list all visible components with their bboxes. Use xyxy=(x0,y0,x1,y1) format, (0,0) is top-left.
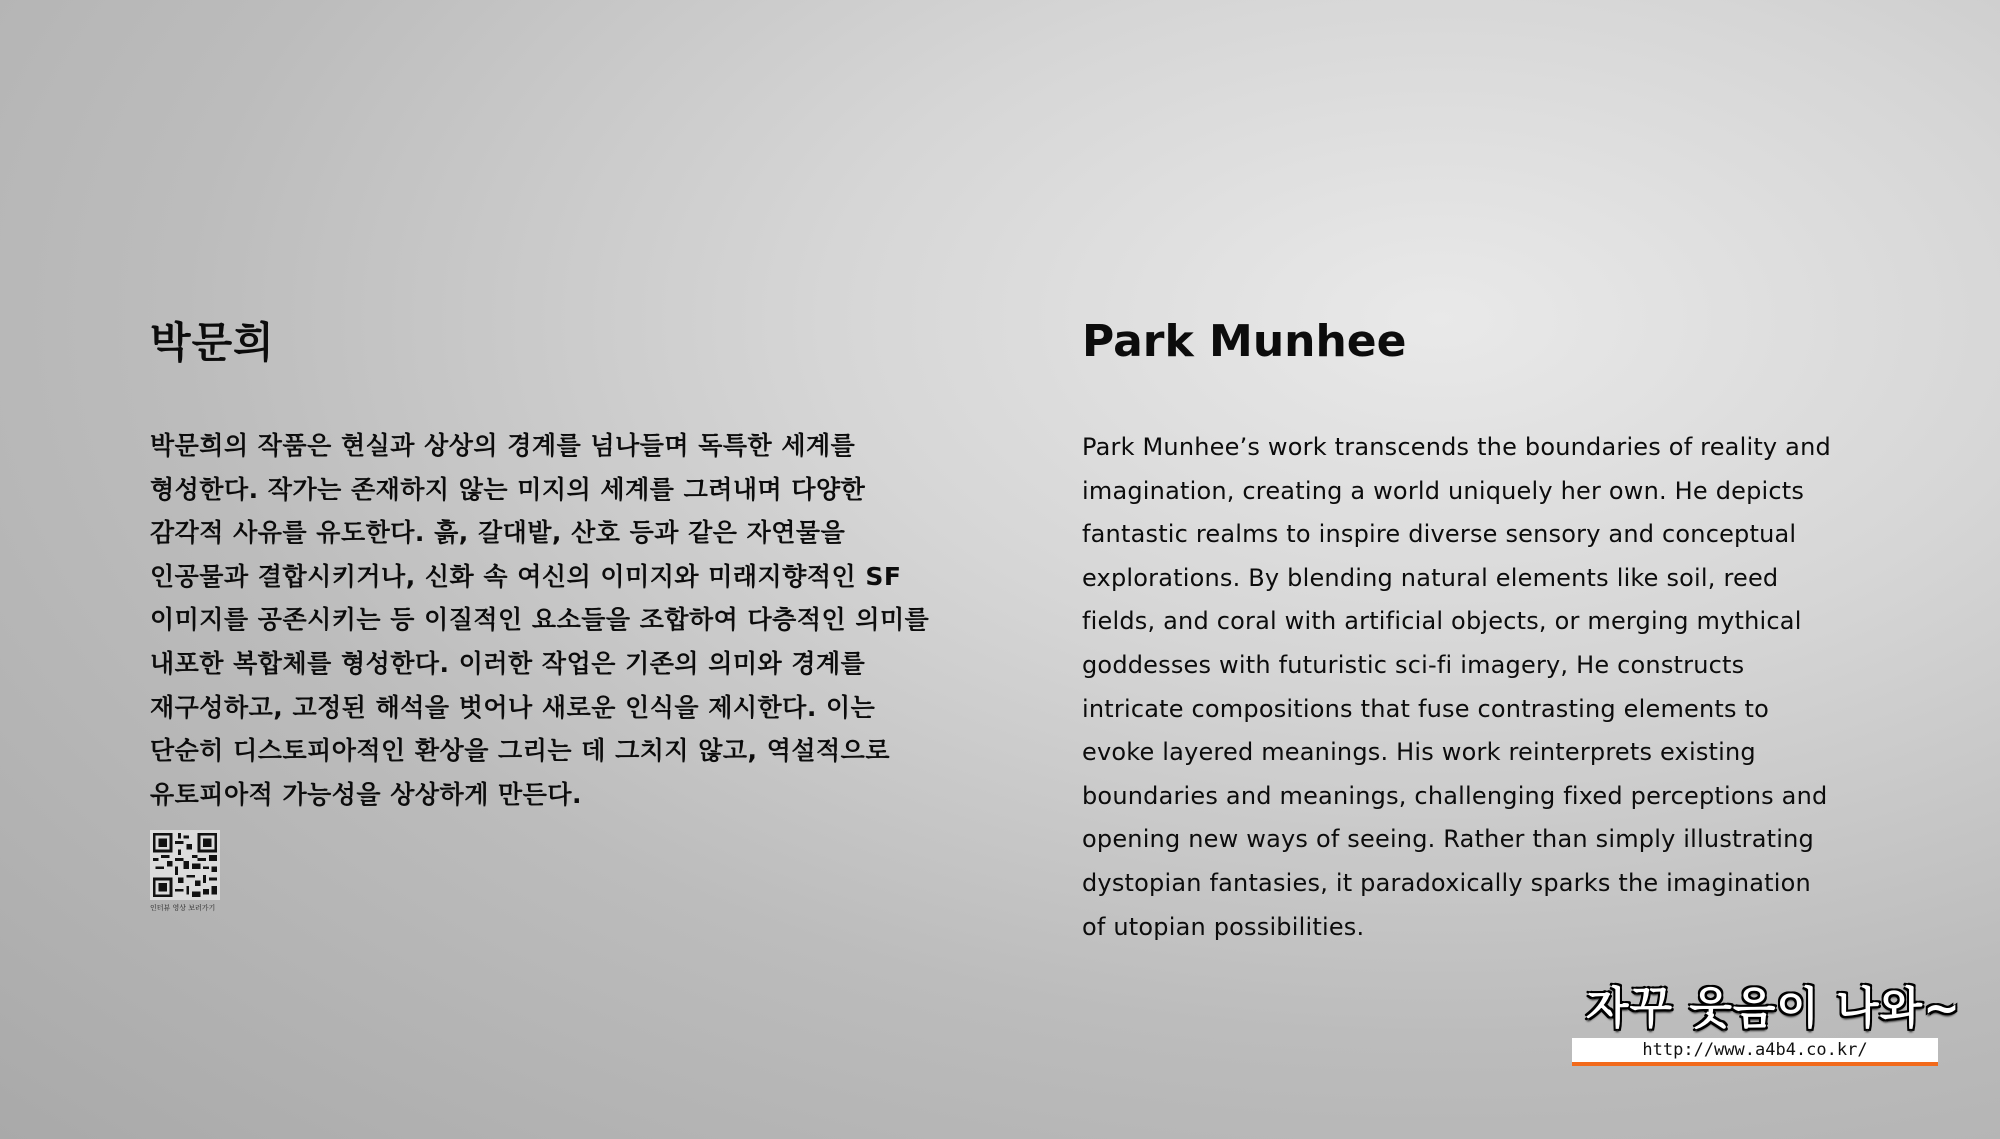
english-description-line: explorations. By blending natural elements like soil, reed xyxy=(1082,563,1779,592)
english-description-line: of utopian possibilities. xyxy=(1082,912,1365,941)
english-description-line: Park Munhee’s work transcends the boundaries of reality and xyxy=(1082,433,1831,461)
english-description-line: opening new ways of seeing. Rather than simply illustrating xyxy=(1082,825,1814,854)
english-description-line: imagination, creating a world uniquely her own. He depicts xyxy=(1082,476,1805,505)
english-description-line: boundaries and meanings, challenging fixed perceptions and xyxy=(1082,781,1828,810)
qr-caption: 인터뷰 영상 보러가기 xyxy=(150,904,216,912)
korean-description-line: 인공물과 결합시키거나, 신화 속 여신의 이미지와 미래지향적인 SF xyxy=(150,561,902,591)
korean-description-line: 재구성하고, 고정된 해석을 벗어나 새로운 인식을 제시한다. 이는 xyxy=(150,692,876,722)
artist-name-korean: 박문희 xyxy=(150,318,275,367)
qr-code-icon[interactable] xyxy=(150,828,220,902)
english-description-line: goddesses with futuristic sci-fi imagery, He constructs xyxy=(1082,650,1745,679)
artist-name-english: Park Munhee xyxy=(1082,316,1407,367)
english-description-line: evoke layered meanings. His work reinterprets existing xyxy=(1082,738,1756,767)
english-description-line: fantastic realms to inspire diverse sensory and conceptual xyxy=(1082,520,1797,549)
interview-video-link[interactable] xyxy=(150,828,222,913)
watermark-url: http://www.a4b4.co.kr/ xyxy=(1572,1038,1938,1066)
korean-description-line: 내포한 복합체를 형성한다. 이러한 작업은 기존의 의미와 경계를 xyxy=(150,648,866,678)
korean-description-line: 형성한다. 작가는 존재하지 않는 미지의 세계를 그려내며 다양한 xyxy=(150,474,866,504)
korean-description-line: 이미지를 공존시키는 등 이질적인 요소들을 조합하여 다층적인 의미를 xyxy=(150,605,930,635)
english-description-line: intricate compositions that fuse contrasting elements to xyxy=(1082,694,1770,723)
watermark-slogan: 자꾸 웃음이 나와~ xyxy=(1586,983,1962,1034)
english-description-panel xyxy=(1082,0,1922,1139)
korean-description xyxy=(150,424,980,816)
korean-description-line: 단순히 디스토피아적인 환상을 그리는 데 그치지 않고, 역설적으로 xyxy=(150,736,890,766)
korean-description-line: 감각적 사유를 유도한다. 흙, 갈대밭, 산호 등과 같은 자연물을 xyxy=(150,518,846,548)
korean-description-line: 유토피아적 가능성을 상상하게 만든다. xyxy=(150,779,583,809)
english-description xyxy=(1082,426,1922,949)
korean-description-line: 박문희의 작품은 현실과 상상의 경계를 넘나들며 독특한 세계를 xyxy=(150,431,856,460)
english-description-line: fields, and coral with artificial objects, or merging mythical xyxy=(1082,607,1802,636)
english-description-line: dystopian fantasies, it paradoxically sparks the imagination xyxy=(1082,868,1811,897)
watermark xyxy=(1572,972,1962,1072)
korean-description-panel xyxy=(150,0,980,1139)
